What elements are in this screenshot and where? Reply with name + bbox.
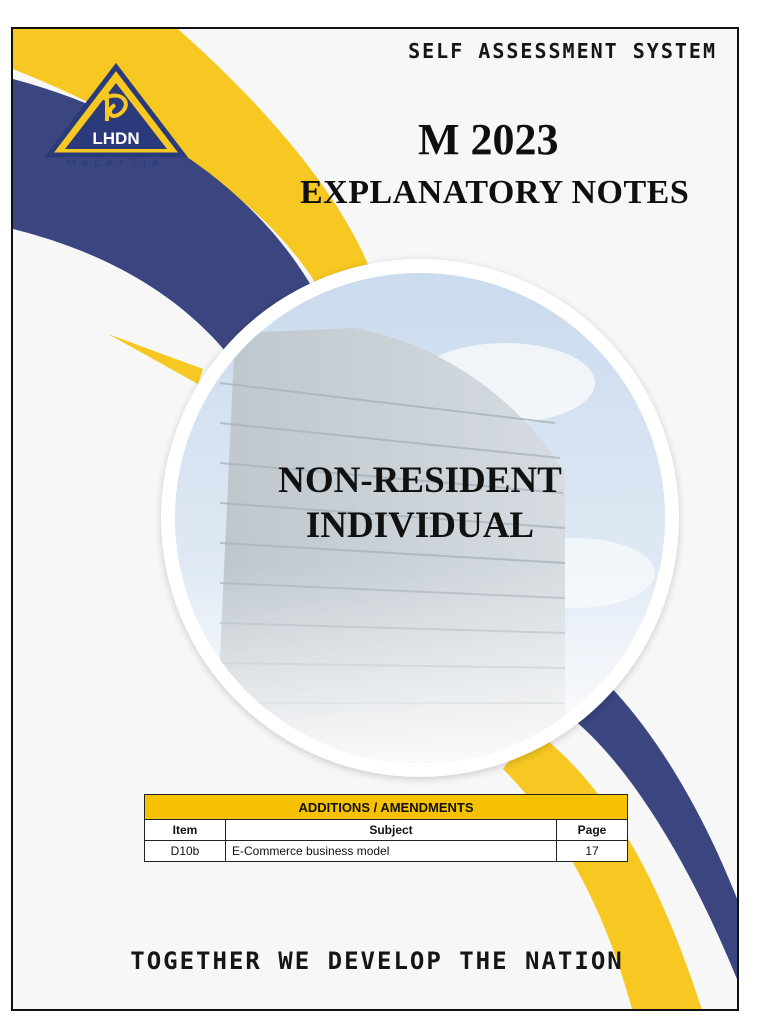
table-row (145, 841, 628, 862)
column-header-page: Page (557, 820, 628, 841)
logo-country: MALAYSIA (67, 158, 165, 169)
building-photo-frame (161, 259, 679, 777)
table-header-row (145, 820, 628, 841)
document-code: M 2023 (418, 115, 559, 164)
row-page: 17 (557, 841, 628, 862)
document-title: EXPLANATORY NOTES (300, 174, 690, 211)
lhdn-logo (41, 59, 191, 179)
lhdn-logo-icon (41, 59, 191, 169)
cover-page (11, 27, 739, 1011)
subject-line-1: NON-RESIDENT (278, 460, 562, 501)
row-subject: E-Commerce business model (226, 841, 557, 862)
building-photo (175, 273, 665, 763)
amendments-banner: ADDITIONS / AMENDMENTS (145, 795, 628, 820)
document-subject (175, 458, 665, 548)
system-label: SELF ASSESSMENT SYSTEM (408, 39, 717, 63)
logo-name: LHDN (92, 129, 140, 148)
row-item: D10b (145, 841, 226, 862)
column-header-subject: Subject (226, 820, 557, 841)
amendments-table (144, 794, 628, 862)
footer-motto: TOGETHER WE DEVELOP THE NATION (130, 947, 624, 975)
column-header-item: Item (145, 820, 226, 841)
subject-line-2: INDIVIDUAL (305, 505, 535, 546)
